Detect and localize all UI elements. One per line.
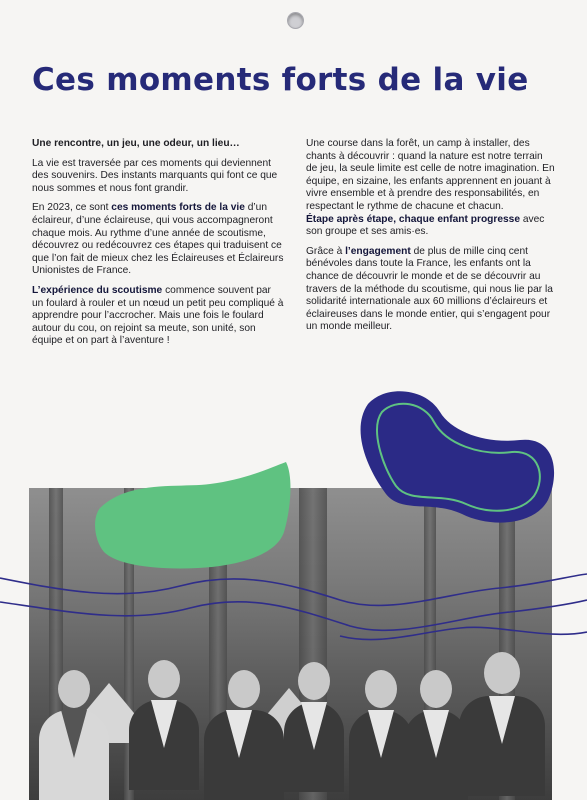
- left-p2-bold: ces moments forts de la vie: [111, 202, 245, 214]
- right-paragraph-3: [306, 246, 556, 334]
- right-p3-bold: l’engagement: [345, 245, 411, 257]
- scouts-group-photo: [29, 488, 552, 800]
- left-p2-end: d’un éclaireur, d’une éclaireuse, qui vous accompagneront chaque mois. Au rythme d’une année de scoutisme, découvrez ou redécouvrez ces étapes qui traduisent ce que l’on fait de mieux chez les Éclaireuses et Éclaireurs Unionistes de France.: [32, 202, 284, 277]
- left-p3-end: commence souvent par un foulard à rouler et un nœud un petit peu compliqué à apprendre pour l’accrocher. Mais une fois le foulard autour du cou, on rejoint sa meute, son unité, son équipe et on part à l’aventure !: [32, 284, 284, 347]
- right-p2-end: avec son groupe et ses amis·es.: [306, 213, 545, 238]
- left-paragraph-2: [32, 202, 284, 278]
- left-p2-start: En 2023, ce sont: [32, 202, 112, 214]
- photo-scout: [129, 660, 199, 790]
- left-p3-bold: L’expérience du scoutisme: [32, 284, 163, 296]
- right-p3-start: Grâce à: [306, 245, 346, 257]
- right-paragraph-1: Une course dans la forêt, un camp à installer, des chants à découvrir : quand la nature est notre terrain de jeu, la seule limite est celle de notre imagination. En équipe, en sizaine, les enfants apprennent en jouant à vivre ensemble et à prendre des responsabilités, en respectant le rythme de chacune et chacun.: [306, 138, 555, 212]
- left-paragraph-1: La vie est traversée par ces moments qui deviennent des souvenirs. Des instants marquants qui font ce que nous sommes et nous font grandir.: [32, 157, 278, 194]
- photo-scout: [459, 652, 545, 796]
- photo-scout: [284, 662, 344, 792]
- intro-heading: Une rencontre, un jeu, une odeur, un lieu…: [32, 138, 240, 149]
- photo-scout: [204, 670, 284, 800]
- photo-scout: [39, 670, 109, 800]
- right-p3-end: de plus de mille cinq cent bénévoles dans toute la France, les enfants ont la chance de découvrir le monde et de se découvrir au travers de la méthode du scoutisme, qui nous lie par la solidarité internationale aux 60 millions d’éclaireurs et éclaireuses dans le monde entier, qui s’engagent pour un monde meilleur.: [306, 245, 553, 333]
- left-text-column: [32, 138, 284, 355]
- right-p2-bold: Étape après étape, chaque enfant progresse: [306, 213, 521, 225]
- right-paragraph-2: [306, 214, 556, 239]
- left-paragraph-3: [32, 285, 284, 348]
- page-title: Ces moments forts de la vie: [32, 62, 529, 98]
- right-text-column: [306, 138, 556, 341]
- hanging-hole: [287, 12, 304, 29]
